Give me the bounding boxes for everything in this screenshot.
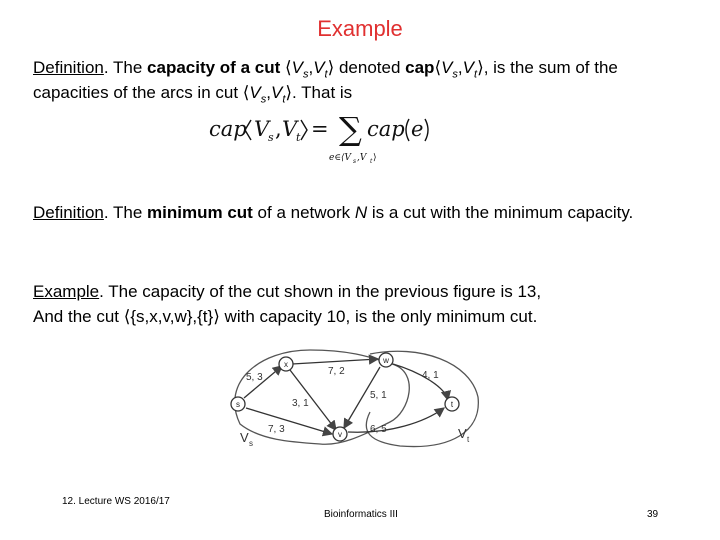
sub-t: t (324, 68, 328, 81)
sub-t: t (474, 68, 478, 81)
sub-s: s (302, 68, 309, 81)
network-cut-figure (220, 342, 482, 460)
comma: , (266, 83, 271, 102)
region-vs-sub: s (249, 439, 253, 448)
text: . The (103, 58, 148, 77)
region-vt-label: V (458, 426, 467, 441)
region-vt-sub: t (467, 435, 470, 444)
edge-x-w (292, 359, 378, 364)
bracket: ⟩ (327, 58, 335, 77)
formula-sum-index-v: ,V (357, 153, 367, 163)
node-s-label: s (236, 400, 240, 409)
node-x-label: x (284, 360, 288, 369)
comma: , (308, 58, 314, 77)
bracket: ⟩ (477, 58, 484, 77)
text: . The capacity of the cut shown in the previous figure is 13, (99, 282, 542, 301)
node-w-label: w (383, 356, 389, 365)
example-label: Example (33, 282, 100, 301)
var-v: V (270, 83, 283, 102)
sub-s: s (452, 68, 458, 81)
edge-label-s-v: 7, 3 (268, 424, 285, 435)
sub-s: s (260, 93, 267, 106)
formula-sum-index: e∈⟨V (329, 153, 351, 163)
edge-label-w-v: 5, 1 (370, 390, 387, 401)
text: denoted (334, 58, 406, 77)
definition-capacity-line-2 (33, 83, 352, 109)
formula-sum-index-close: ⟩ (373, 153, 377, 163)
slide-title: Example (317, 16, 403, 41)
node-t-label: t (450, 400, 454, 409)
node-v-label: v (338, 430, 342, 439)
formula-comma: , (275, 117, 282, 141)
edge-s-v (246, 408, 332, 434)
formula-cap: cap (367, 117, 405, 141)
definition-minimum-cut (33, 203, 633, 223)
var-v: V (441, 58, 453, 77)
paren-close (425, 119, 428, 141)
term-capacity-of-cut: capacity of a cut (147, 58, 281, 77)
var-v: V (313, 58, 325, 77)
paren-open (406, 119, 409, 141)
var-n: N (354, 203, 368, 222)
text: ⟩. That is (285, 83, 353, 102)
formula-sub-t: t (296, 131, 301, 144)
bracket: ⟨ (434, 58, 442, 77)
bracket: ⟨ (280, 58, 292, 77)
edge-label-w-t: 4, 1 (422, 370, 439, 381)
formula-sub-s: s (268, 131, 274, 144)
definition-label: Definition (33, 58, 104, 77)
edge-label-s-x: 5, 3 (246, 372, 263, 383)
formula-sigma: ∑ (339, 110, 362, 148)
formula-equals: = (311, 117, 329, 141)
edge-label-v-t: 6, 5 (370, 424, 387, 435)
formula-sum-index-t: t (370, 158, 373, 165)
definition-label: Definition (33, 203, 104, 222)
var-v: V (291, 58, 303, 77)
term-cap: cap (405, 58, 435, 77)
edge-label-x-w: 7, 2 (328, 366, 345, 377)
comma: , (457, 58, 463, 77)
example-line-1 (33, 282, 541, 302)
footer-lecture: 12. Lecture WS 2016/17 (62, 496, 170, 507)
footer-page-number: 39 (647, 509, 659, 520)
text: , is the sum of the (483, 58, 618, 77)
example-line-2: And the cut ⟨{s,x,v,w},{t}⟩ with capacity 10, is the only minimum cut. (33, 307, 538, 326)
formula-v: V (254, 117, 270, 141)
text: capacities of the arcs in cut ⟨ (33, 83, 250, 102)
formula-v: V (282, 117, 298, 141)
text: of a network (252, 203, 355, 222)
text: is a cut with the minimum capacity. (367, 203, 634, 222)
var-v: V (249, 83, 261, 102)
edge-v-t (348, 408, 444, 432)
var-v: V (462, 58, 474, 77)
angle-close (301, 120, 307, 140)
term-minimum-cut: minimum cut (147, 203, 253, 222)
capacity-formula (205, 108, 445, 170)
footer-course: Bioinformatics III (324, 509, 398, 520)
region-vs-label: V (240, 430, 249, 445)
formula-cap: cap (209, 117, 247, 141)
sub-t: t (282, 93, 286, 106)
formula-sum-index-s: s (353, 158, 357, 165)
edge-label-x-v: 3, 1 (292, 398, 309, 409)
formula-e: e (411, 117, 424, 141)
definition-capacity-line-1 (33, 58, 618, 84)
text: . The (103, 203, 148, 222)
